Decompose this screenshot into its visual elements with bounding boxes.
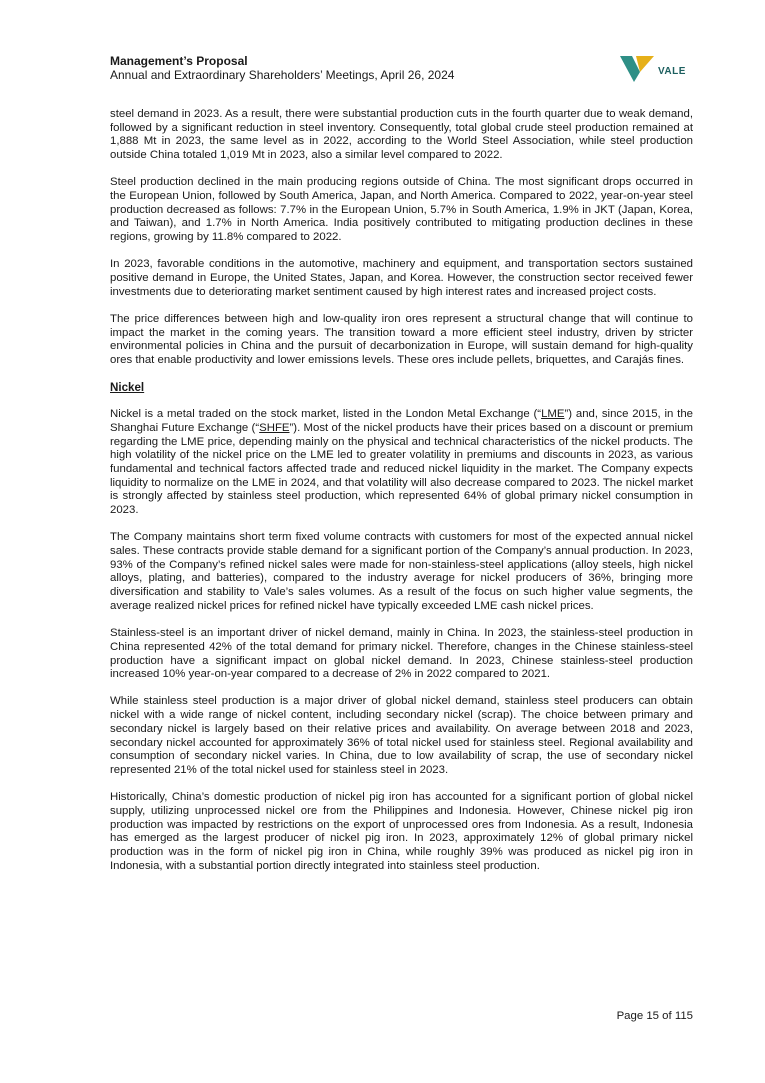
paragraph-steel-demand: steel demand in 2023. As a result, there were substantial production cuts in the fourth quarter due to weak demand, followed by a significant reduction in steel inventory. Consequently, total global crude steel production remained at 1,888 Mt in 2023, the same level as in 2022, according to the World Steel Association, while steel production outside China totaled 1,019 Mt in 2023, also a similar level compared to 2022. (110, 108, 693, 162)
document-body (110, 108, 693, 887)
paragraph-iron-ore-quality: The price differences between high and low-quality iron ores represent a structural change that will continue to impact the market in the coming years. The transition toward a more efficient steel industry, driven by stricter environmental policies in China and the pursuit of decarbonization in Europe, will sustain demand for high-quality ores that enable productivity and lower emissions levels. These ores include pellets, briquettes, and Carajás fines. (110, 312, 693, 367)
page-number: Page 15 of 115 (616, 1010, 693, 1022)
paragraph-nickel-pig-iron: Historically, China’s domestic production of nickel pig iron has accounted for a significant portion of global nickel supply, utilizing unprocessed nickel ore from the Philippines and Indonesia. However, Chinese nickel pig iron production was impacted by restrictions on the export of unprocessed ores from Indonesia. As a result, Indonesia has emerged as the largest producer of nickel pig iron. In 2023, approximately 12% of global primary nickel production was in the form of nickel pig iron in China, while roughly 39% was produced as nickel pig iron in Indonesia, with a substantial portion directly integrated into stainless steel production. (110, 791, 693, 872)
vale-logo (620, 52, 690, 86)
vale-logo-icon (620, 54, 656, 84)
section-heading-nickel: Nickel (110, 381, 145, 395)
lme-abbreviation: LME (541, 408, 565, 421)
text-segment: Nickel is a metal traded on the stock market, listed in the London Metal Exchange (“ (110, 408, 542, 421)
paragraph-nickel-contracts: The Company maintains short term fixed volume contracts with customers for most of the expected annual nickel sales. These contracts provide stable demand for a significant portion of the Company’s annual production. In 2023, 93% of the Company’s refined nickel sales were made for non-stainless-steel applications (alloy steels, high nickel alloys, plating, and batteries), compared to the industry average for nickel producers of 36%, bringing more diversification and stability to Vale’s sales volumes. As a result of the focus on such higher value segments, the average realized nickel prices for refined nickel have typically exceeded LME cash nickel prices. (110, 531, 693, 612)
logo-wordmark: VALE (658, 66, 686, 77)
document-title: Management’s Proposal (110, 54, 248, 68)
page-header (110, 54, 580, 83)
text-segment: ”). Most of the nickel products have their prices based on a discount or premium regarding the LME price, depending mainly on the physical and technical characteristics of the nickel products. The high volatility of the nickel price on the LME led to greater volatility in premiums and discounts in 2023, as various fundamental and technical factors affected trade and reduced nickel liquidity in the market. The Company expects liquidity to normalize on the LME in 2024, and that volatility will also decrease compared to 2023. The nickel market is strongly affected by stainless steel production, which represented 64% of global primary nickel consumption in 2023. (110, 421, 693, 517)
paragraph-secondary-nickel: While stainless steel production is a major driver of global nickel demand, stainless steel producers can obtain nickel with a wide range of nickel content, including secondary nickel (scrap). The choice between primary and secondary nickel is largely based on their relative prices and availability. On average between 2018 and 2023, secondary nickel accounted for approximately 36% of total nickel used for stainless steel. Regional availability and consumption of secondary nickel varies. In China, due to low availability of scrap, the use of secondary nickel represented 21% of the total nickel used for stainless steel in 2023. (110, 695, 693, 776)
paragraph-steel-regions: Steel production declined in the main producing regions outside of China. The most significant drops occurred in the European Union, followed by South America, Japan, and North America. Compared to 2022, year-on-year steel production decreased as follows: 7.7% in the European Union, 5.7% in South America, 1.9% in JKT (Japan, Korea, and Taiwan), and 1.7% in North America. India positively contributed to mitigating production declines in these regions, growing by 11.8% compared to 2022. (110, 176, 693, 244)
paragraph-stainless-steel: Stainless-steel is an important driver of nickel demand, mainly in China. In 2023, the stainless-steel production in China represented 42% of the total demand for primary nickel. Therefore, changes in the Chinese stainless-steel production have a significant impact on global nickel demand. In 2023, Chinese stainless-steel production increased 10% year-on-year compared to a decrease of 2% in 2022 compared to 2021. (110, 627, 693, 681)
paragraph-favorable-conditions: In 2023, favorable conditions in the automotive, machinery and equipment, and transportation sectors sustained positive demand in Europe, the United States, Japan, and Korea. However, the construction sector received fewer investments due to deteriorating market sentiment caused by high interest rates and increased project costs. (110, 258, 693, 298)
document-subtitle: Annual and Extraordinary Shareholders’ Meetings, April 26, 2024 (110, 68, 455, 82)
paragraph-nickel-market (110, 408, 693, 518)
shfe-abbreviation: SHFE (259, 421, 290, 434)
text-segment: ”) and, since 2015, in the Shanghai Future Exchange (“ (110, 408, 694, 434)
